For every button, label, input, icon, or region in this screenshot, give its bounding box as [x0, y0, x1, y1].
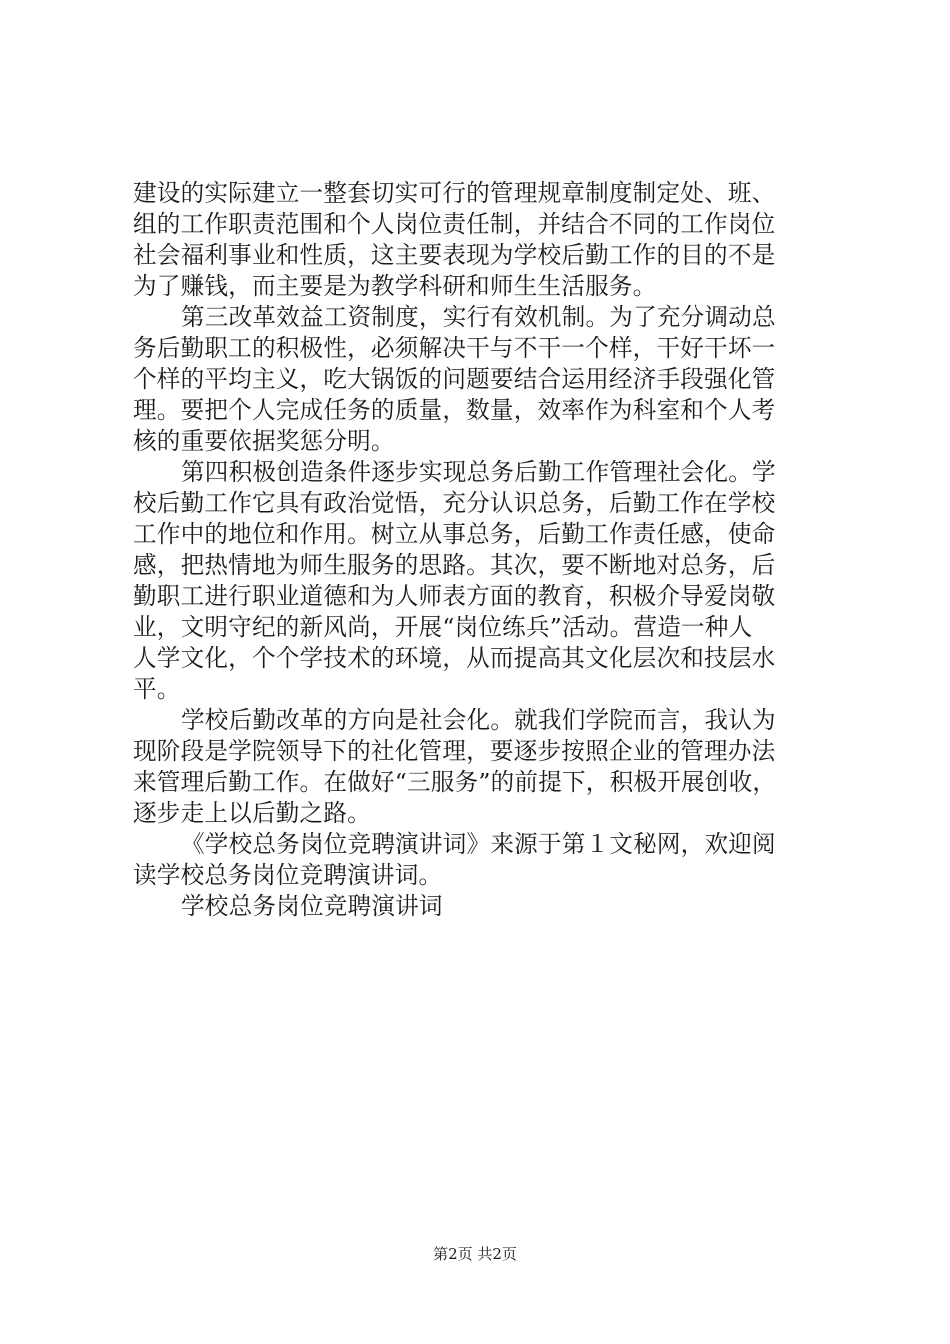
paragraph-start-line: 学校后勤改革的方向是社会化。就我们学院而言，我认为: [181, 706, 776, 734]
paragraph-start-line: 第四积极创造条件逐步实现总务后勤工作管理社会化。学: [181, 458, 776, 486]
text-line: 为了赚钱，而主要是为教学科研和师生生活服务。: [133, 272, 657, 300]
text-line: 务后勤职工的积极性，必须解决干与不干一个样，干好干坏一: [133, 334, 776, 362]
text-line: 现阶段是学院领导下的社化管理，要逐步按照企业的管理办法: [133, 737, 776, 765]
closing-title-line: 学校总务岗位竞聘演讲词: [181, 892, 443, 920]
text-line: 业，文明守纪的新风尚，开展“岗位练兵”活动。营造一种人: [133, 613, 753, 641]
text-line: 个样的平均主义，吃大锅饭的问题要结合运用经济手段强化管: [133, 365, 776, 393]
text-line: 理。要把个人完成任务的质量，数量，效率作为科室和个人考: [133, 396, 776, 424]
text-line: 逐步走上以后勤之路。: [133, 799, 371, 827]
text-line: 社会福利事业和性质，这主要表现为学校后勤工作的目的不是: [133, 241, 776, 269]
text-line: 建设的实际建立一整套切实可行的管理规章制度制定处、班、: [133, 179, 776, 207]
text-line: 组的工作职责范围和个人岗位责任制，并结合不同的工作岗位: [133, 210, 776, 238]
page-footer: [0, 1244, 950, 1264]
paragraph-start-line: 第三改革效益工资制度，实行有效机制。为了充分调动总: [181, 303, 776, 331]
text-line: 平。: [133, 675, 181, 703]
paragraph-start-line: 《学校总务岗位竞聘演讲词》来源于第１文秘网，欢迎阅: [181, 830, 776, 858]
text-line: 核的重要依据奖惩分明。: [133, 427, 395, 455]
text-line: 感，把热情地为师生服务的思路。其次，要不断地对总务，后: [133, 551, 776, 579]
text-line: 来管理后勤工作。在做好“三服务”的前提下，积极开展创收，: [133, 768, 777, 796]
text-line: 校后勤工作它具有政治觉悟，充分认识总务，后勤工作在学校: [133, 489, 776, 517]
page-number: 第2页 共2页: [433, 1245, 517, 1263]
text-line: 人学文化，个个学技术的环境，从而提高其文化层次和技层水: [133, 644, 776, 672]
text-line: 读学校总务岗位竞聘演讲词。: [133, 861, 443, 889]
text-line: 工作中的地位和作用。树立从事总务，后勤工作责任感，使命: [133, 520, 776, 548]
document-body: [133, 178, 833, 922]
text-line: 勤职工进行职业道德和为人师表方面的教育，积极介导爱岗敬: [133, 582, 776, 610]
